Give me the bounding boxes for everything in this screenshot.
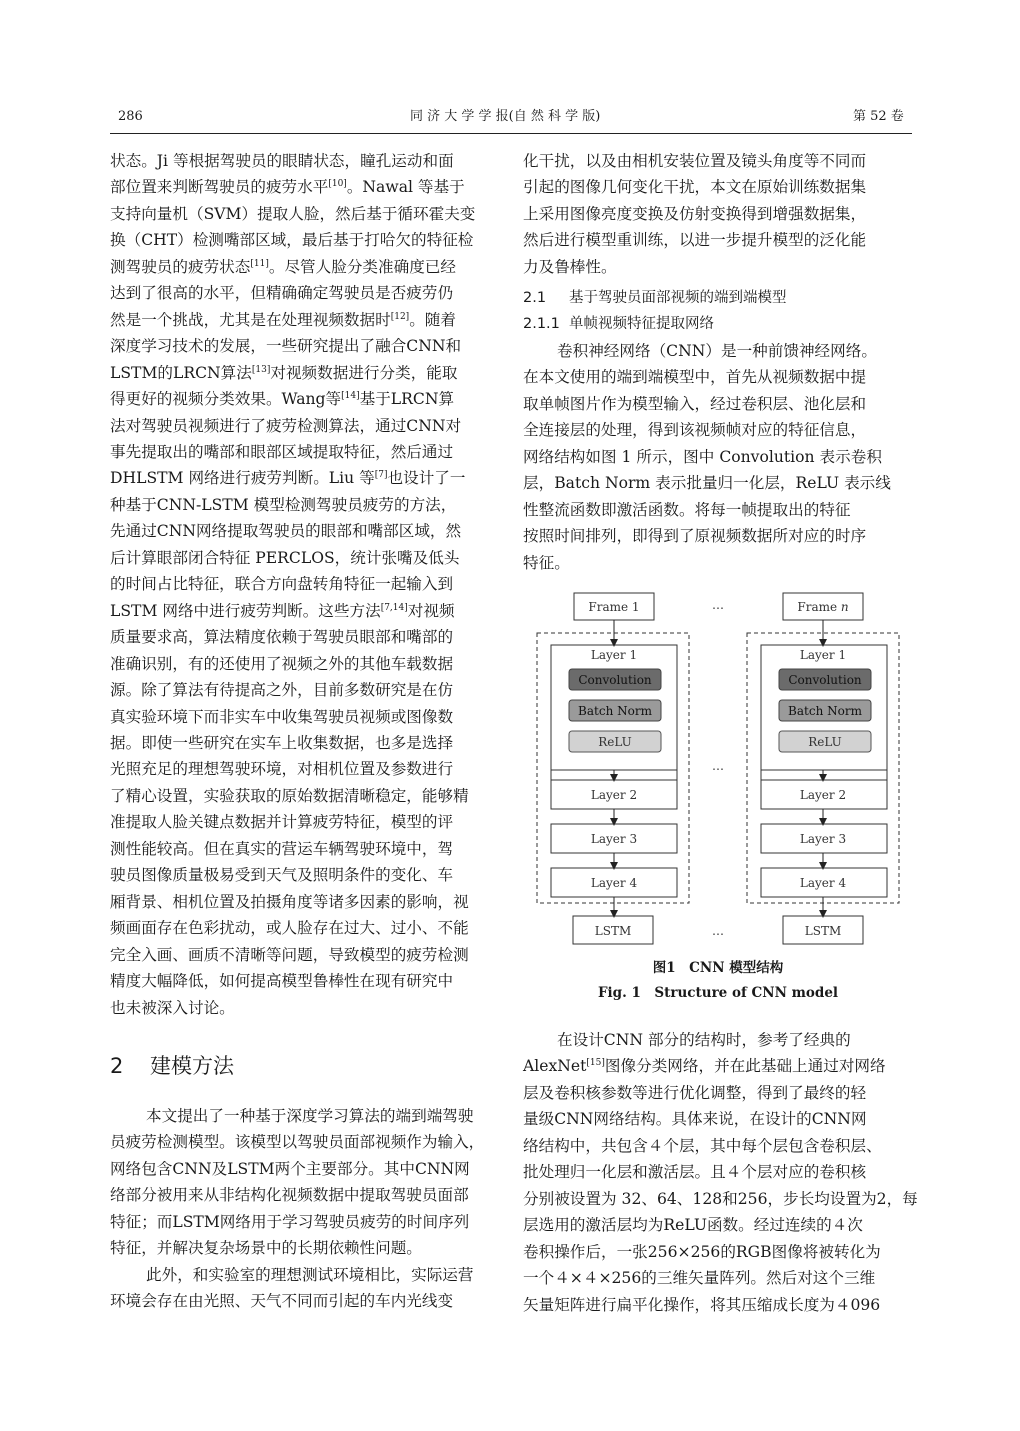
subsection-heading — [523, 288, 787, 308]
text-line: 引起的图像几何变化干扰，本文在原始训练数据集 — [523, 178, 867, 197]
text-line: 支持向量机（SVM）提取人脸，然后基于循环霍夫变 — [110, 204, 476, 223]
right-paragraph-2 — [523, 338, 913, 576]
text-line: 矢量矩阵进行扁平化操作，将其压缩成长度为４096 — [523, 1295, 881, 1314]
text-line: 环境会存在由光照、天气不同而引起的车内光线变 — [110, 1292, 454, 1311]
text-line: 卷积神经网络（CNN）是一种前馈神经网络。 — [557, 342, 877, 360]
text-line: 了精心设置，实验获取的原始数据清晰稳定，能够精 — [110, 786, 469, 805]
batchnorm-label-left: Batch Norm — [578, 704, 652, 718]
text-line: 然后进行模型重训练，以进一步提升模型的泛化能 — [523, 231, 867, 250]
text-line: 精度大幅降低，如何提高模型鲁棒性在现有研究中 — [110, 972, 454, 991]
subsubsection-number: 2.1.1 — [523, 316, 560, 332]
volume-label: 第 52 卷 — [853, 109, 904, 124]
text-line: 得更好的视频分类效果。Wang等[14]基于LRCN算 — [110, 390, 455, 409]
lstm-label-left: LSTM — [594, 924, 632, 938]
layer-3-label-right: Layer 3 — [799, 832, 847, 846]
section-title: 建模方法 — [150, 1054, 234, 1078]
text-line: 法对驾驶员视频进行了疲劳检测算法，通过CNN对 — [110, 416, 462, 435]
text-line: DHLSTM 网络进行疲劳判断。Liu 等[7]也设计了一 — [110, 469, 466, 488]
text-line: 络结构中，共包含４个层，其中每个层包含卷积层、 — [523, 1136, 882, 1155]
text-line: 量级CNN网络结构。具体来说，在设计的CNN网 — [523, 1110, 867, 1129]
text-line: 深度学习技术的发展，一些研究提出了融合CNN和 — [110, 337, 462, 356]
text-line: 上采用图像亮度变换及仿射变换得到增强数据集， — [523, 204, 867, 223]
relu-label-left: ReLU — [598, 735, 632, 749]
layer-2-label-left: Layer 2 — [590, 788, 638, 802]
left-paragraph-1 — [110, 148, 500, 1021]
citation[interactable]: [12] — [390, 311, 410, 322]
lstm-label-right: LSTM — [804, 924, 842, 938]
text-line: 种基于CNN-LSTM 模型检测驾驶员疲劳的方法， — [110, 495, 457, 514]
layer-1-label-left: Layer 1 — [590, 648, 638, 662]
text-line: 真实验环境下而非实车中收集驾驶员视频或图像数 — [110, 707, 454, 726]
text-line: 的时间占比特征，联合方向盘转角特征一起输入到 — [110, 575, 454, 594]
text-line: 络部分被用来从非结构化视频数据中提取驾驶员面部 — [110, 1186, 469, 1205]
text-line: 测性能较高。但在真实的营运车辆驾驶环境中，驾 — [110, 839, 454, 858]
text-line: 据。即使一些研究在实车上收集数据，也多是选择 — [110, 733, 454, 752]
figure-caption-cn: 图1 CNN 模型结构 — [652, 960, 784, 976]
text-line: 员疲劳检测模型。该模型以驾驶员面部视频作为输入， — [110, 1133, 485, 1152]
text-line: 测驾驶员的疲劳状态[11]。尽管人脸分类准确度已经 — [110, 257, 456, 276]
text-line: 批处理归一化层和激活层。且４个层对应的卷积核 — [523, 1163, 867, 1182]
text-line: 也未被深入讨论。 — [110, 998, 235, 1017]
text-line: 状态。Ji 等根据驾驶员的眼睛状态，瞳孔运动和面 — [110, 152, 454, 170]
frame-n-label: Frame n — [797, 600, 849, 614]
text-line: 按照时间排列，即得到了原视频数据所对应的时序 — [523, 527, 867, 546]
relu-label-right: ReLU — [808, 735, 842, 749]
subsection-number: 2.1 — [523, 290, 547, 306]
ellipsis-bottom: … — [712, 924, 724, 938]
text-line: 光照充足的理想驾驶环境，对相机位置及参数进行 — [110, 760, 454, 779]
cnn-structure-figure — [523, 585, 915, 955]
text-line: 达到了很高的水平，但精确确定驾驶员是否疲劳仍 — [110, 284, 454, 303]
text-line: 层，Batch Norm 表示批量归一化层，ReLU 表示线 — [523, 474, 891, 493]
frame-1-label: Frame 1 — [588, 600, 640, 614]
text-line: 后计算眼部闭合特征 PERCLOS，统计张嘴及低头 — [110, 548, 460, 567]
ellipsis-top: … — [712, 598, 724, 612]
citation[interactable]: [10] — [328, 179, 347, 190]
subsection-title: 基于驾驶员面部视频的端到端模型 — [569, 290, 787, 306]
text-line: 化干扰，以及由相机安装位置及镜头角度等不同而 — [523, 152, 867, 170]
text-line: 特征；而LSTM网络用于学习驾驶员疲劳的时间序列 — [110, 1212, 470, 1231]
text-line: 分别被设置为 32、64、128和256，步长均设置为2，每 — [523, 1189, 918, 1208]
text-line: 特征，并解决复杂场景中的长期依赖性问题。 — [110, 1239, 422, 1258]
citation[interactable]: [14] — [341, 391, 360, 402]
text-line: 换（CHT）检测嘴部区域，最后基于打哈欠的特征检 — [110, 231, 474, 250]
text-line: 准提取人脸关键点数据并计算疲劳特征，模型的评 — [110, 813, 454, 832]
journal-title: 同 济 大 学 学 报(自 然 科 学 版) — [410, 109, 601, 124]
ellipsis-middle: … — [712, 759, 724, 773]
text-line: 完全入画、画质不清晰等问题，导致模型的疲劳检测 — [110, 945, 469, 964]
subsubsection-title: 单帧视频特征提取网络 — [569, 316, 714, 332]
text-line: 网络结构如图 1 所示，图中 Convolution 表示卷积 — [523, 447, 882, 466]
citation[interactable]: [11] — [250, 258, 269, 269]
subsubsection-heading — [523, 314, 714, 334]
citation[interactable]: [7] — [374, 470, 388, 481]
text-line: 频画面存在色彩扰动，或人脸存在过大、过小、不能 — [110, 919, 469, 938]
section-number: 2 — [110, 1054, 124, 1078]
section-heading — [110, 1051, 234, 1081]
text-line: 厢背景、相机位置及拍摄角度等诸多因素的影响，视 — [110, 892, 469, 911]
text-line: 质量要求高，算法精度依赖于驾驶员眼部和嘴部的 — [110, 628, 454, 647]
text-line: AlexNet[15]图像分类网络，并在此基础上通过对网络 — [523, 1057, 886, 1076]
text-line: 先通过CNN网络提取驾驶员的眼部和嘴部区域，然 — [110, 522, 462, 541]
convolution-label-right: Convolution — [788, 673, 862, 687]
text-line: 特征。 — [523, 553, 570, 572]
text-line: 一个４×４×256的三维矢量阵列。然后对这个三维 — [523, 1269, 876, 1288]
text-line: 全连接层的处理，得到该视频帧对应的特征信息， — [523, 421, 867, 440]
figure-caption-en: Fig. 1 Structure of CNN model — [597, 985, 839, 1001]
text-line: LSTM的LRCN算法[13]对视频数据进行分类，能取 — [110, 363, 458, 382]
text-line: 层选用的激活层均为ReLU函数。经过连续的４次 — [523, 1216, 863, 1235]
citation[interactable]: [13] — [251, 364, 271, 375]
text-line: 在本文使用的端到端模型中，首先从视频数据中提 — [523, 368, 867, 387]
layer-4-label-left: Layer 4 — [590, 876, 638, 890]
text-line: 取单帧图片作为模型输入，经过卷积层、池化层和 — [523, 394, 867, 413]
right-paragraph-1 — [523, 148, 913, 280]
right-paragraph-3 — [523, 1027, 918, 1318]
layer-4-label-right: Layer 4 — [799, 876, 847, 890]
text-line: 源。除了算法有待提高之外，目前多数研究是在仿 — [110, 681, 454, 700]
text-line: 性整流函数即激活函数。将每一帧提取出的特征 — [523, 500, 851, 519]
left-paragraph-2 — [110, 1103, 500, 1315]
text-line: 在设计CNN 部分的结构时，参考了经典的 — [557, 1031, 851, 1049]
layer-3-label-left: Layer 3 — [590, 832, 638, 846]
layer-2-label-right: Layer 2 — [799, 788, 847, 802]
text-line: 此外，和实验室的理想测试环境相比，实际运营 — [146, 1265, 474, 1284]
page-number: 286 — [118, 109, 143, 124]
text-line: 驶员图像质量极易受到天气及照明条件的变化、车 — [110, 866, 454, 885]
text-line: 卷积操作后，一张256×256的RGB图像将被转化为 — [523, 1242, 881, 1261]
text-line: 部位置来判断驾驶员的疲劳水平[10]。Nawal 等基于 — [110, 178, 465, 197]
text-line: 层及卷积核参数等进行优化调整，得到了最终的轻 — [523, 1083, 867, 1102]
text-line: 事先提取出的嘴部和眼部区域提取特征，然后通过 — [110, 442, 454, 461]
citation[interactable]: [7,14] — [380, 602, 408, 613]
text-line: 然是一个挑战，尤其是在处理视频数据时[12]。随着 — [110, 310, 456, 329]
citation[interactable]: [15] — [586, 1058, 605, 1069]
batchnorm-label-right: Batch Norm — [788, 704, 862, 718]
text-line: LSTM 网络中进行疲劳判断。这些方法[7,14]对视频 — [110, 601, 455, 620]
text-line: 力及鲁棒性。 — [523, 257, 617, 276]
text-line: 本文提出了一种基于深度学习算法的端到端驾驶 — [146, 1107, 474, 1125]
text-line: 准确识别，有的还使用了视频之外的其他车载数据 — [110, 654, 454, 673]
text-line: 网络包含CNN及LSTM两个主要部分。其中CNN网 — [110, 1159, 470, 1178]
convolution-label-left: Convolution — [578, 673, 652, 687]
layer-1-label-right: Layer 1 — [799, 648, 847, 662]
header-rule — [110, 133, 912, 134]
